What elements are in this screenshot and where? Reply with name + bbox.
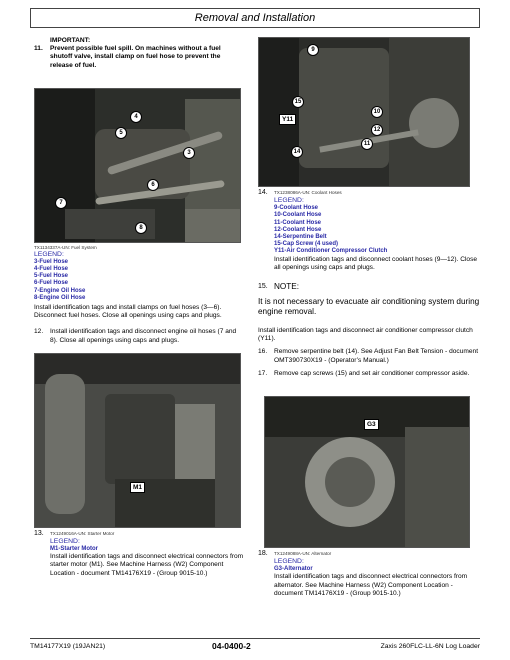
callout-9: 9 bbox=[307, 44, 319, 56]
callout-12: 12 bbox=[371, 124, 383, 136]
legend-item: 3-Fuel Hose bbox=[34, 258, 69, 265]
step-16-text: Remove serpentine belt (14). See Adjust Fan Belt Tension - document OMT390730X19 - (Operator’s Manual.) bbox=[274, 348, 479, 364]
legend-item: 8-Engine Oil Hose bbox=[34, 294, 86, 301]
compressor-paragraph: Install identification tags and disconnect air conditioner compressor clutch (Y11). bbox=[258, 327, 473, 343]
coolant-paragraph: Install identification tags and disconnect coolant hoses (9—12). Close all openings using caps and plugs. bbox=[274, 255, 478, 271]
step-14 bbox=[258, 189, 480, 197]
label-m1: M1 bbox=[130, 482, 145, 493]
note-text: It is not necessary to evacuate air conditioning system during engine removal. bbox=[258, 297, 480, 317]
legend-item: 9-Coolant Hose bbox=[274, 205, 319, 212]
legend-item: 4-Fuel Hose bbox=[34, 266, 69, 273]
starter-motor-caption: TX1249016A-UN: Starter Motor bbox=[50, 530, 115, 536]
page-header-title: Removal and Installation bbox=[194, 12, 316, 24]
legend-item: 15-Cap Screw (4 used) bbox=[274, 241, 339, 248]
legend-item: 11-Coolant Hose bbox=[274, 219, 322, 226]
starter-motor-paragraph: Install identification tags and disconnect electrical connectors from starter motor (M1). See Machine Harness (W2) Component Location - document TM14176X19 - (Group 9015-10.) bbox=[50, 553, 244, 577]
step-12-text: Install identification tags and disconnect engine oil hoses (7 and 8). Close all openings using caps and plugs. bbox=[50, 328, 237, 344]
callout-15: 15 bbox=[292, 96, 304, 108]
step-13 bbox=[34, 530, 244, 538]
legend-title: LEGEND: bbox=[34, 250, 64, 258]
legend-item: G3-Alternator bbox=[274, 566, 313, 573]
legend-item: M1-Starter Motor bbox=[50, 546, 99, 553]
alternator-photo bbox=[264, 396, 470, 548]
legend-title: LEGEND: bbox=[50, 538, 80, 546]
callout-8: 8 bbox=[135, 222, 147, 234]
step-16 bbox=[258, 348, 480, 364]
step-17 bbox=[258, 370, 480, 378]
callout-5: 5 bbox=[115, 127, 127, 139]
footer-machine-name: Zaxis 260FLC-LL-6N Log Loader bbox=[380, 643, 480, 650]
step-number: 11. bbox=[34, 45, 43, 53]
legend-title: LEGEND: bbox=[274, 558, 304, 566]
step-number: 17. bbox=[258, 369, 268, 377]
fuel-hose-paragraph: Install identification tags and install clamps on fuel hoses (3—6). Disconnect fuel hoses. Close all openings using caps and plugs. bbox=[34, 304, 222, 320]
footer-page-number: 04-0400-2 bbox=[212, 641, 251, 651]
page-footer bbox=[30, 638, 480, 654]
callout-11: 11 bbox=[361, 138, 373, 150]
right-column bbox=[258, 37, 480, 598]
legend-title: LEGEND: bbox=[274, 197, 304, 205]
starter-motor-photo bbox=[34, 353, 241, 528]
step-17-text: Remove cap screws (15) and set air conditioner compressor aside. bbox=[274, 369, 470, 377]
legend-item: 10-Coolant Hose bbox=[274, 212, 322, 219]
alternator-caption: TX1249088A-UN: Alternator bbox=[274, 551, 332, 557]
legend-item: 14-Serpentine Belt bbox=[274, 234, 327, 241]
step-12 bbox=[34, 328, 244, 344]
step-18 bbox=[258, 550, 480, 558]
label-y11: Y11 bbox=[279, 114, 296, 125]
legend-item: 5-Fuel Hose bbox=[34, 273, 69, 280]
legend-item: 12-Coolant Hose bbox=[274, 226, 322, 233]
callout-10: 10 bbox=[371, 106, 383, 118]
step-number: 12. bbox=[34, 328, 44, 336]
callout-7: 7 bbox=[55, 197, 67, 209]
callout-6: 6 bbox=[147, 179, 159, 191]
note-label: NOTE: bbox=[274, 282, 300, 292]
footer-doc-id: TM14177X19 (19JAN21) bbox=[30, 643, 106, 650]
legend-item: 6-Fuel Hose bbox=[34, 280, 69, 287]
step-number: 18. bbox=[258, 550, 268, 558]
important-label: IMPORTANT: bbox=[50, 37, 91, 44]
callout-3: 3 bbox=[183, 147, 195, 159]
coolant-legend bbox=[274, 205, 480, 255]
fuel-legend bbox=[34, 259, 244, 302]
step-number: 13. bbox=[34, 529, 44, 537]
fuel-system-photo bbox=[34, 88, 241, 243]
label-g3: G3 bbox=[364, 419, 379, 430]
left-column bbox=[34, 37, 244, 578]
page-header bbox=[30, 8, 480, 28]
step-number: 15. bbox=[258, 283, 268, 291]
fuel-system-caption: TX1134337A-UN: Fuel System bbox=[34, 244, 97, 250]
alternator-paragraph: Install identification tags and disconnect electrical connectors from alternator. See Machine Harness (W2) Component Location - document TM14176X19 - (Group 9015-10.) bbox=[274, 573, 468, 597]
coolant-hoses-photo bbox=[258, 37, 470, 187]
step-11 bbox=[34, 45, 244, 70]
step-15 bbox=[258, 282, 480, 292]
legend-item: Y11-Air Conditioner Compressor Clutch bbox=[274, 248, 388, 255]
callout-14: 14 bbox=[291, 146, 303, 158]
legend-item: 7-Engine Oil Hose bbox=[34, 287, 86, 294]
callout-4: 4 bbox=[130, 111, 142, 123]
step-number: 16. bbox=[258, 348, 268, 356]
step-number: 14. bbox=[258, 189, 268, 196]
coolant-hoses-caption: TX1238086A-UN: Coolant Hoses bbox=[274, 190, 342, 195]
step-11-text: Prevent possible fuel spill. On machines without a fuel shutoff valve, install clamp on fuel hose to prevent the release of fuel. bbox=[50, 45, 221, 69]
